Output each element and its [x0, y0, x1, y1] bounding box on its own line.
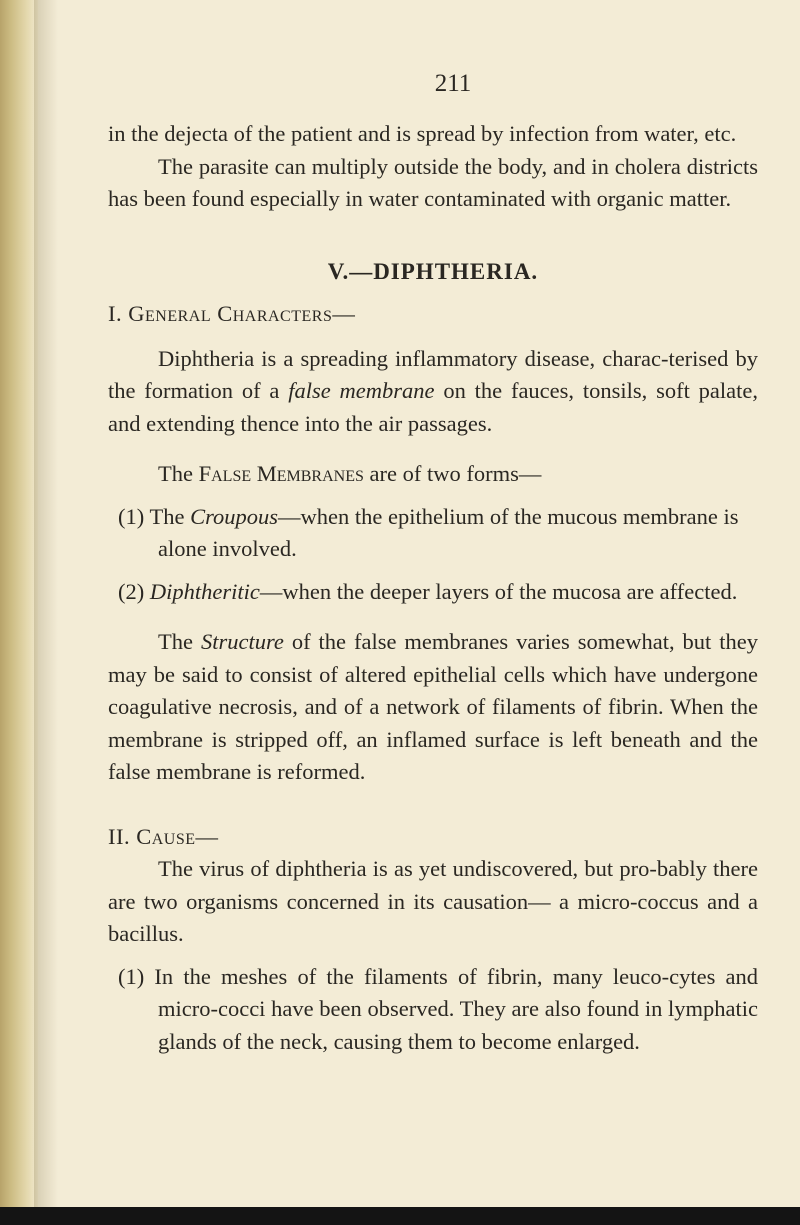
paragraph-virus: The virus of diphtheria is as yet undiscovered, but pro-bably there are two organisms concerned in its causation— a micro-coccus and a bacillus.: [108, 856, 758, 946]
text-segment: on the fauces, tonsils, soft palate, and extending thence into the air passages.: [108, 378, 758, 436]
term-structure: Structure: [200, 629, 284, 654]
text-segment: Diphtheria is a spreading inflammatory disease, charac-terised by the formation of a: [108, 345, 758, 403]
text-segment: —when the epithelium of the mucous membrane is alone involved.: [158, 503, 739, 561]
text-segment: The: [158, 461, 199, 486]
term-croupous: Croupous: [190, 503, 278, 529]
page-gutter: [0, 0, 38, 1225]
text-segment: of the false membranes varies somewhat, but they may be said to consist of altered epithelial cells which have undergone coagulative necrosis, and of a network of filaments of fibrin. When the membrane is stripped off, an inflamed surface is left beneath and the false membrane is reformed.: [108, 629, 759, 784]
term-false-membrane: false membrane: [288, 378, 435, 403]
paragraph-structure: [108, 626, 758, 789]
text-segment: are of two forms—: [363, 461, 542, 486]
paragraph-parasite: The parasite can multiply outside the body, and in cholera districts has been found especially in water contaminated with organic matter.: [108, 153, 758, 211]
paragraph-dejecta: in the dejecta of the patient and is spread by infection from water, etc.: [108, 121, 737, 146]
list-item-diphtheritic: [108, 576, 758, 609]
paragraph-false-membranes: [108, 458, 758, 491]
list-item-meshes: (1) In the meshes of the filaments of fibrin, many leuco-cytes and micro-cocci have been observed. They are also found in lymphatic glands of the neck, causing them to become enlarged.: [118, 963, 758, 1054]
list-item-croupous: [108, 501, 758, 566]
page-content: [108, 62, 758, 1058]
list-number: (2): [118, 578, 150, 604]
bottom-edge-bar: [0, 1207, 800, 1225]
heading-general-characters: I. General Characters—: [108, 301, 356, 326]
text-segment: The: [158, 629, 201, 654]
gutter-shadow: [34, 0, 58, 1225]
term-diphtheritic: Diphtheritic: [149, 578, 260, 604]
text-segment: —when the deeper layers of the mucosa are affected.: [259, 578, 738, 604]
section-title: V.—DIPHTHERIA.: [327, 258, 539, 284]
page-number: 211: [434, 70, 472, 97]
paragraph-definition: [108, 343, 758, 441]
heading-cause: II. Cause—: [108, 823, 219, 849]
list-number: (1) The: [118, 503, 191, 529]
term-false-membranes: False Membranes: [198, 461, 364, 486]
